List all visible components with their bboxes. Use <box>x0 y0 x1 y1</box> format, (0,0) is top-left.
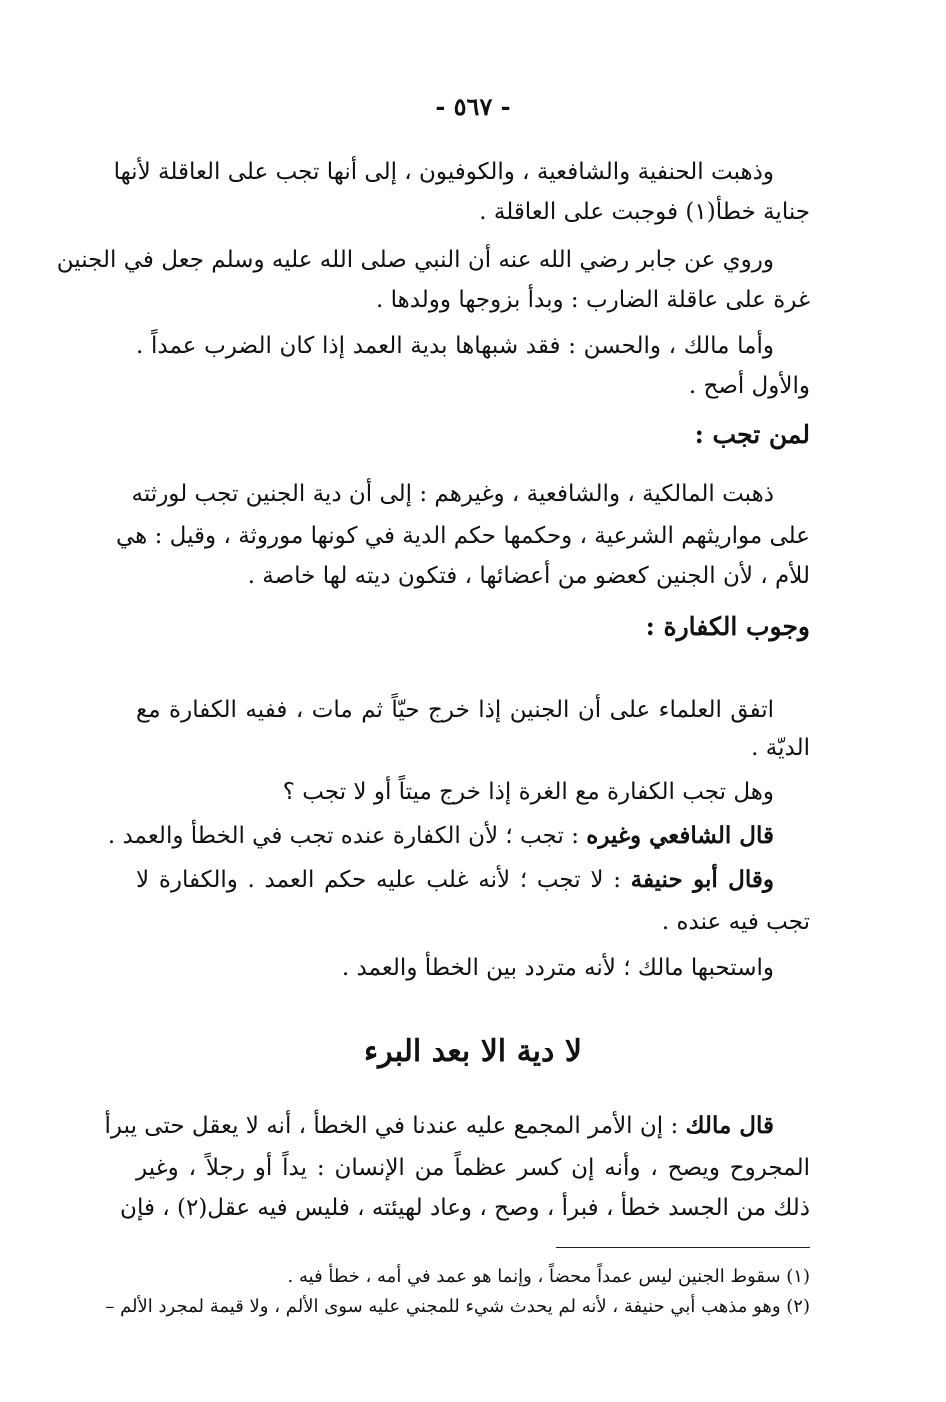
page-number: - ٥٦٧ - <box>435 92 511 121</box>
para9-line: واستحبها مالك ؛ لأنه متردد بين الخطأ والعمد . <box>341 955 774 981</box>
para4-line3: للأم ، لأن الجنين كعضو من أعضائها ، فتكون ديته لها خاصة . <box>247 563 810 589</box>
para10-text: : إن الأمر المجمع عليه عندنا في الخطأ ، أنه لا يعقل حتى يبرأ <box>104 1113 686 1139</box>
footnote-divider <box>556 1247 810 1248</box>
para10-speaker: قال مالك <box>685 1112 774 1139</box>
para5-line2: الديّة . <box>751 735 810 761</box>
para2-line1: وروي عن جابر رضي الله عنه أن النبي صلى الله عليه وسلم جعل في الجنين <box>56 247 774 273</box>
section-title: لا دية الا بعد البرء <box>364 1034 582 1069</box>
para8-speaker: وقال أبو حنيفة <box>630 866 774 893</box>
heading-expiation: وجوب الكفارة : <box>645 612 810 641</box>
para3-line1: وأما مالك ، والحسن : فقد شبهاها بدية العمد إذا كان الضرب عمداً . <box>136 333 775 359</box>
para5-line1: اتفق العلماء على أن الجنين إذا خرج حيّاً ثم مات ، ففيه الكفارة مع <box>136 697 774 723</box>
para4-line2: على مواريثهم الشرعية ، وحكمها حكم الدية في كونها موروثة ، وقيل : هي <box>116 523 810 549</box>
para10-line2: المجروح ويصح ، وأنه إن كسر عظماً من الإنسان : يداً أو رجلاً ، وغير <box>136 1155 810 1181</box>
para6-line: وهل تجب الكفارة مع الغرة إذا خرج ميتاً أو لا تجب ؟ <box>282 779 774 805</box>
para2-line2: غرة على عاقلة الضارب : وبدأ بزوجها وولدها . <box>375 287 810 313</box>
para8-text: : لا تجب ؛ لأنه غلب عليه حكم العمد . والكفارة لا <box>136 867 631 893</box>
para8-line1 <box>136 860 810 900</box>
footnote-2: (٢) وهو مذهب أبي حنيفة ، لأنه لم يحدث شيء للمجني عليه سوى الألم ، ولا قيمة لمجرد الألم – <box>105 1296 810 1317</box>
para7-text: : تجب ؛ لأن الكفارة عنده تجب في الخطأ والعمد . <box>107 823 587 849</box>
para10-line1 <box>104 1106 810 1146</box>
para4-line1: ذهبت المالكية ، والشافعية ، وغيرهم : إلى أن دية الجنين تجب لورثته <box>131 481 774 507</box>
heading-to-whom: لمن تجب : <box>694 420 810 449</box>
footnote-1: (١) سقوط الجنين ليس عمداً محضاً ، وإنما هو عمد في أمه ، خطأ فيه . <box>287 1266 810 1287</box>
para7-line <box>107 816 810 856</box>
para1-line1: وذهبت الحنفية والشافعية ، والكوفيون ، إلى أنها تجب على العاقلة لأنها <box>113 159 774 185</box>
para7-speaker: قال الشافعي وغيره <box>586 822 774 849</box>
para10-line3: ذلك من الجسد خطأ ، فبرأ ، وصح ، وعاد لهيئته ، فليس فيه عقل(٢) ، فإن <box>120 1195 810 1221</box>
para1-line2: جناية خطأ(١) فوجبت على العاقلة . <box>479 199 810 225</box>
para3-line2: والأول أصح . <box>688 373 810 399</box>
para8-line2: تجب فيه عنده . <box>661 909 810 935</box>
